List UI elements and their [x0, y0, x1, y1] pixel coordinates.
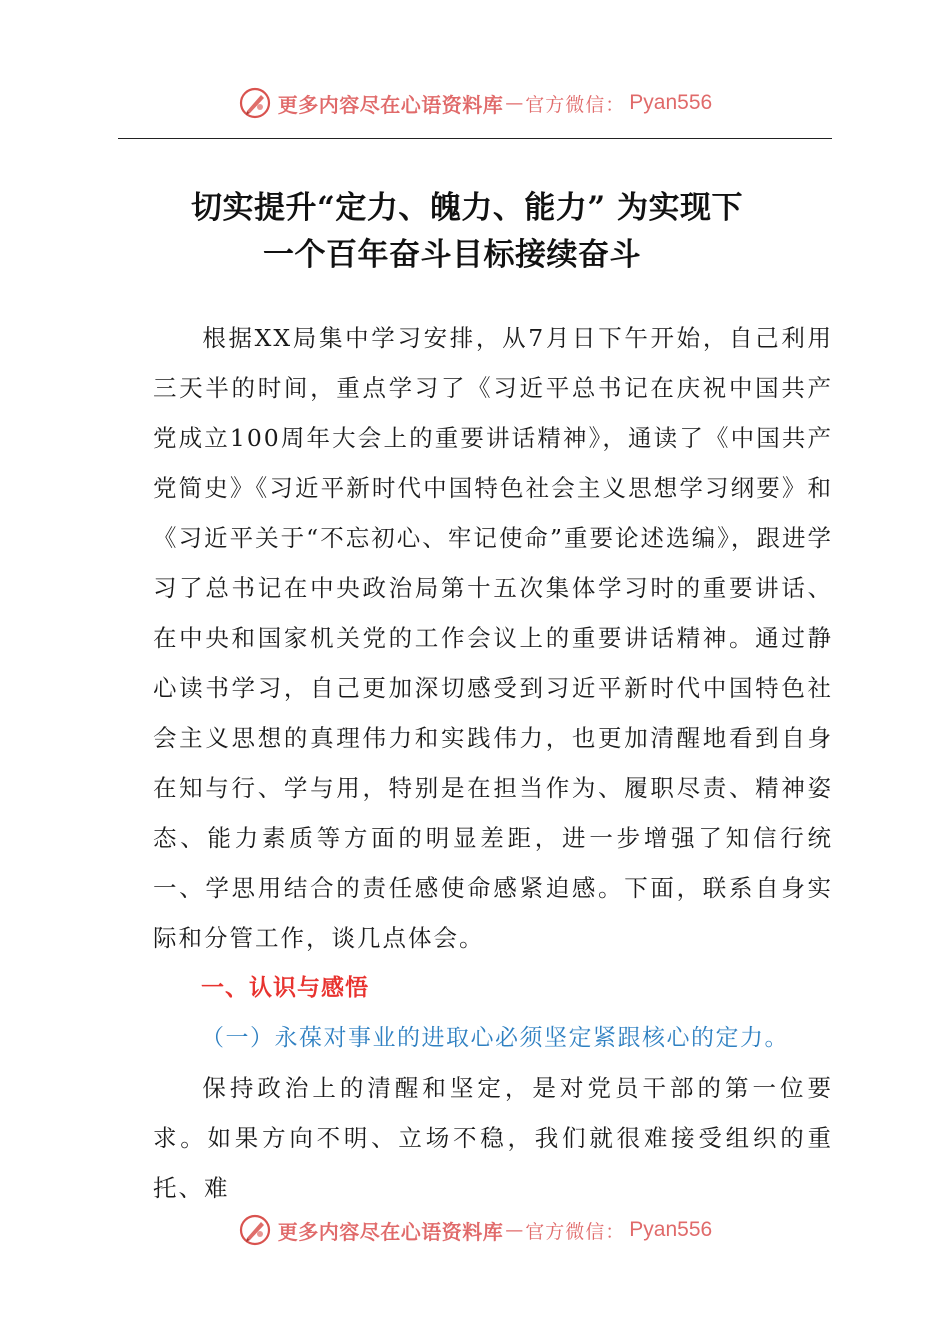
paragraph-intro: 根据XX局集中学习安排，从7月日下午开始，自己利用三天半的时间，重点学习了《习近平总书记在庆祝中国共产党成立100周年大会上的重要讲话精神》，通读了《中国共产党简史》《习近平新时代中国特色社会主义思想学习纲要》和《习近平关于“不忘初心、牢记使命”重要论述选编》，跟进学习了总书记在中央政治局第十五次集体学习时的重要讲话、在中央和国家机关党的工作会议上的重要讲话精神。通过静心读书学习，自己更加深切感受到习近平新时代中国特色社会主义思想的真理伟力和实践伟力，也更加清醒地看到自身在知与行、学与用，特别是在担当作为、履职尽责、精神姿态、能力素质等方面的明显差距，进一步增强了知信行统一、学思用结合的责任感使命感紧迫感。下面，联系自身实际和分管工作，谈几点体会。	[153, 324, 833, 952]
title-line-2: 一个百年奋斗目标接续奋斗	[263, 237, 641, 273]
section-heading: 一、认识与感悟	[201, 975, 369, 1001]
footer-separator: —	[505, 1219, 524, 1241]
document-title	[118, 185, 832, 279]
paragraph-political: 保持政治上的清醒和坚定，是对党员干部的第一位要求。如果方向不明、立场不稳，我们就很难接受组织的重托、难	[153, 1074, 833, 1202]
subsection-heading: （一）永葆对事业的进取心必须坚定紧跟核心的定力。	[201, 1025, 789, 1051]
footer-brand-text: 更多内容尽在心语资料库	[277, 1219, 504, 1244]
header-divider	[118, 138, 832, 139]
header-watermark	[0, 83, 950, 123]
pen-logo-icon	[238, 1213, 272, 1247]
header-brand-text: 更多内容尽在心语资料库	[277, 92, 504, 117]
header-official-label: 官方微信：	[525, 93, 626, 116]
header-wechat-id: Pyan556	[629, 91, 713, 114]
pen-logo-icon	[238, 86, 272, 120]
footer-watermark	[0, 1210, 950, 1250]
document-body	[153, 313, 833, 1213]
footer-official-label: 官方微信：	[525, 1220, 626, 1243]
header-separator: —	[505, 92, 524, 114]
title-line-1: 切实提升“定力、魄力、能力” 为实现下	[191, 190, 743, 226]
footer-wechat-id: Pyan556	[629, 1218, 713, 1241]
